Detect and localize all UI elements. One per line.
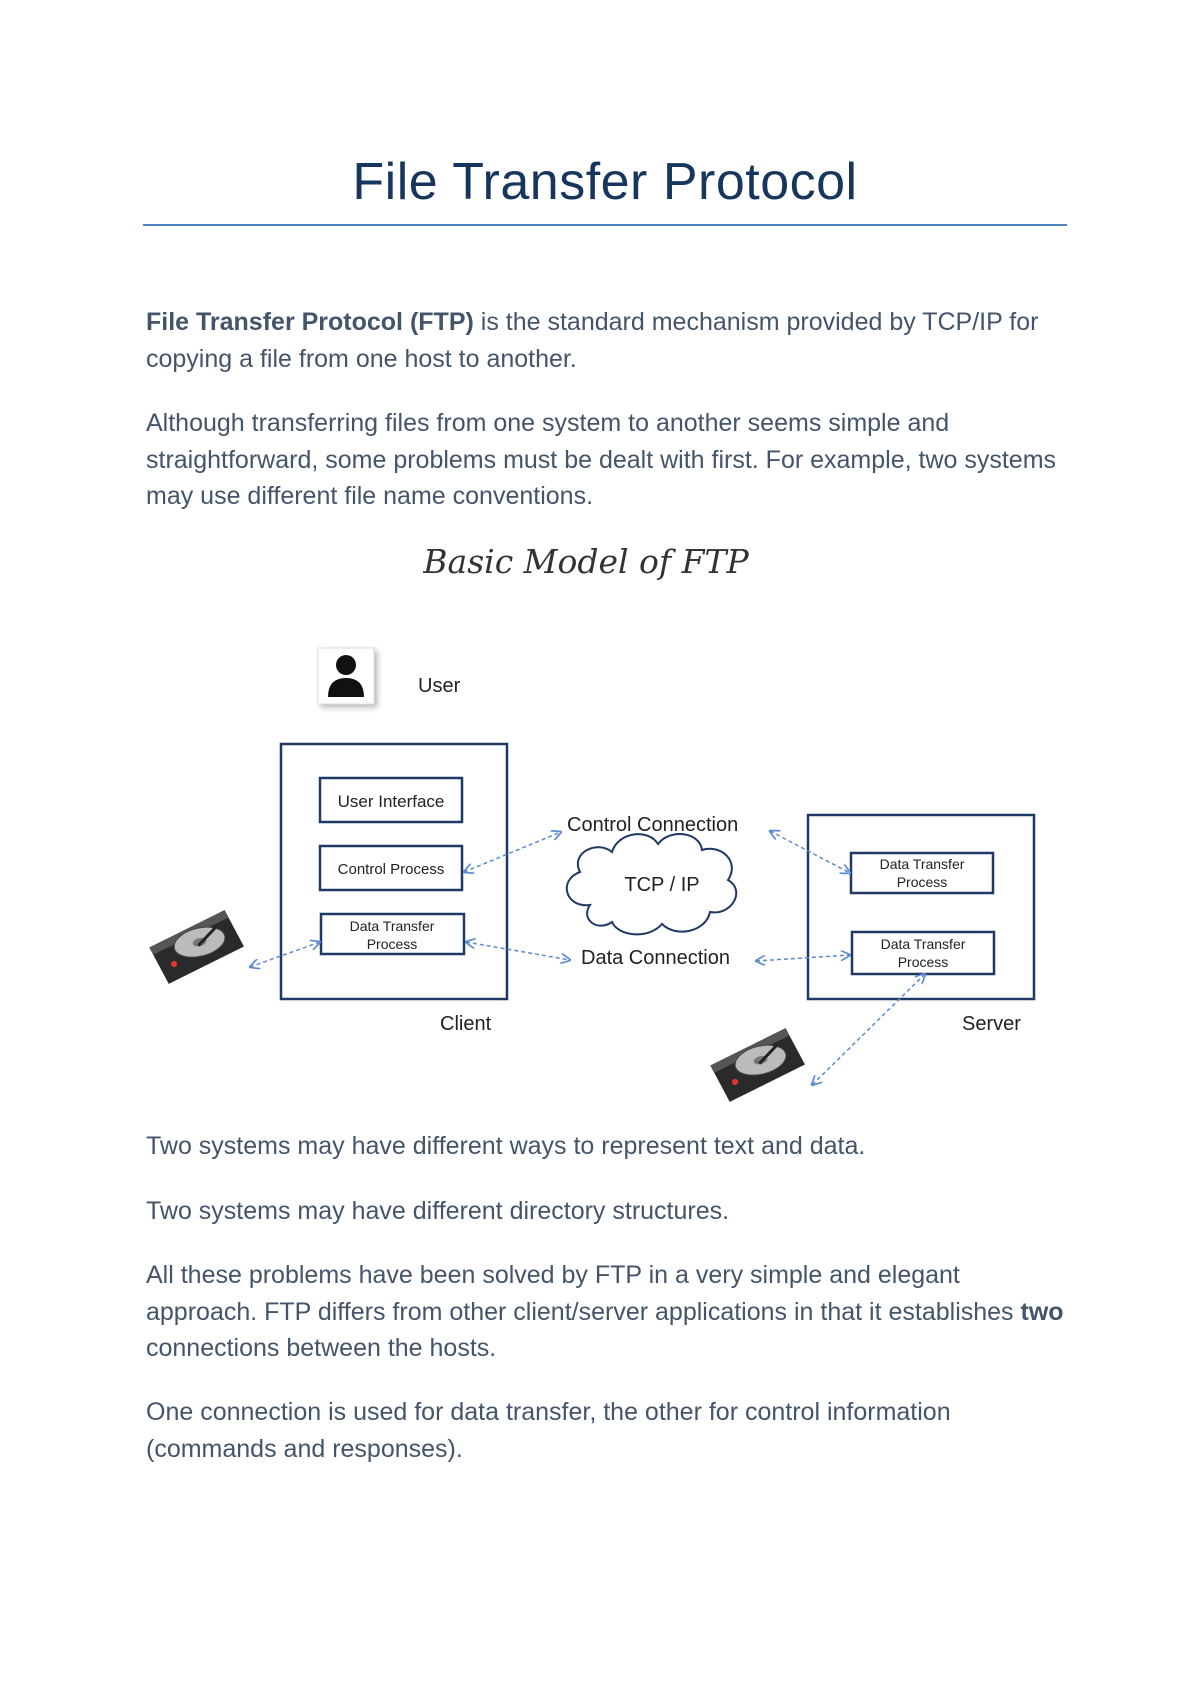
user-label: User [418,675,461,697]
diagram-caption: Basic Model of FTP [423,542,749,581]
server-process-label-2: Process [897,954,949,970]
data-connection-label: Data Connection [581,947,730,969]
hard-drive-icon [145,908,248,987]
user-icon [318,648,374,704]
two-term: two [1020,1297,1064,1326]
client-disk-arrow [250,942,320,967]
hard-drive-icon [706,1026,809,1105]
solution-text-b: connections between the hosts. [146,1334,497,1362]
server-label: Server [962,1013,1021,1035]
ftp-diagram [140,640,1060,1120]
client-process-label: Process [366,936,418,952]
ftp-term: File Transfer Protocol (FTP) [146,308,474,336]
control-arrow-client [464,832,561,872]
page-title: File Transfer Protocol [352,153,858,211]
title-divider [143,224,1067,226]
data-arrow-server [756,955,850,961]
intro-text: is the standard mechanism provided by TCP/IP for copying a file from one host to another. [146,308,1039,373]
server-data-transfer-label-1: Data Transfer [879,856,965,872]
paragraph-solution [146,1257,1066,1367]
paragraph-connections: One connection is used for data transfer, the other for control information (commands and responses). [146,1398,951,1463]
server-process-label-1: Process [896,874,948,890]
solution-text-a: All these problems have been solved by FTP in a very simple and elegant approach. FTP differs from other client/server applications in that it establishes [146,1261,1021,1326]
tcp-ip-label: TCP / IP [624,874,700,896]
server-disk-arrow [812,974,925,1085]
data-arrow-client [466,942,570,960]
client-data-transfer-label: Data Transfer [349,918,435,934]
paragraph-representation: Two systems may have different ways to represent text and data. [146,1132,866,1160]
control-arrow-server [770,831,850,873]
server-data-transfer-label-2: Data Transfer [880,936,966,952]
paragraph-intro [146,304,1066,377]
control-process-label: Control Process [337,861,445,878]
user-interface-label: User Interface [337,792,445,811]
paragraph-problems: Although transferring files from one system to another seems simple and straightforward, some problems must be dealt with first. For example, two systems may use different file name conventions. [146,409,1057,510]
control-connection-label: Control Connection [567,814,739,836]
paragraph-directories: Two systems may have different directory structures. [146,1197,730,1225]
client-label: Client [440,1013,492,1035]
